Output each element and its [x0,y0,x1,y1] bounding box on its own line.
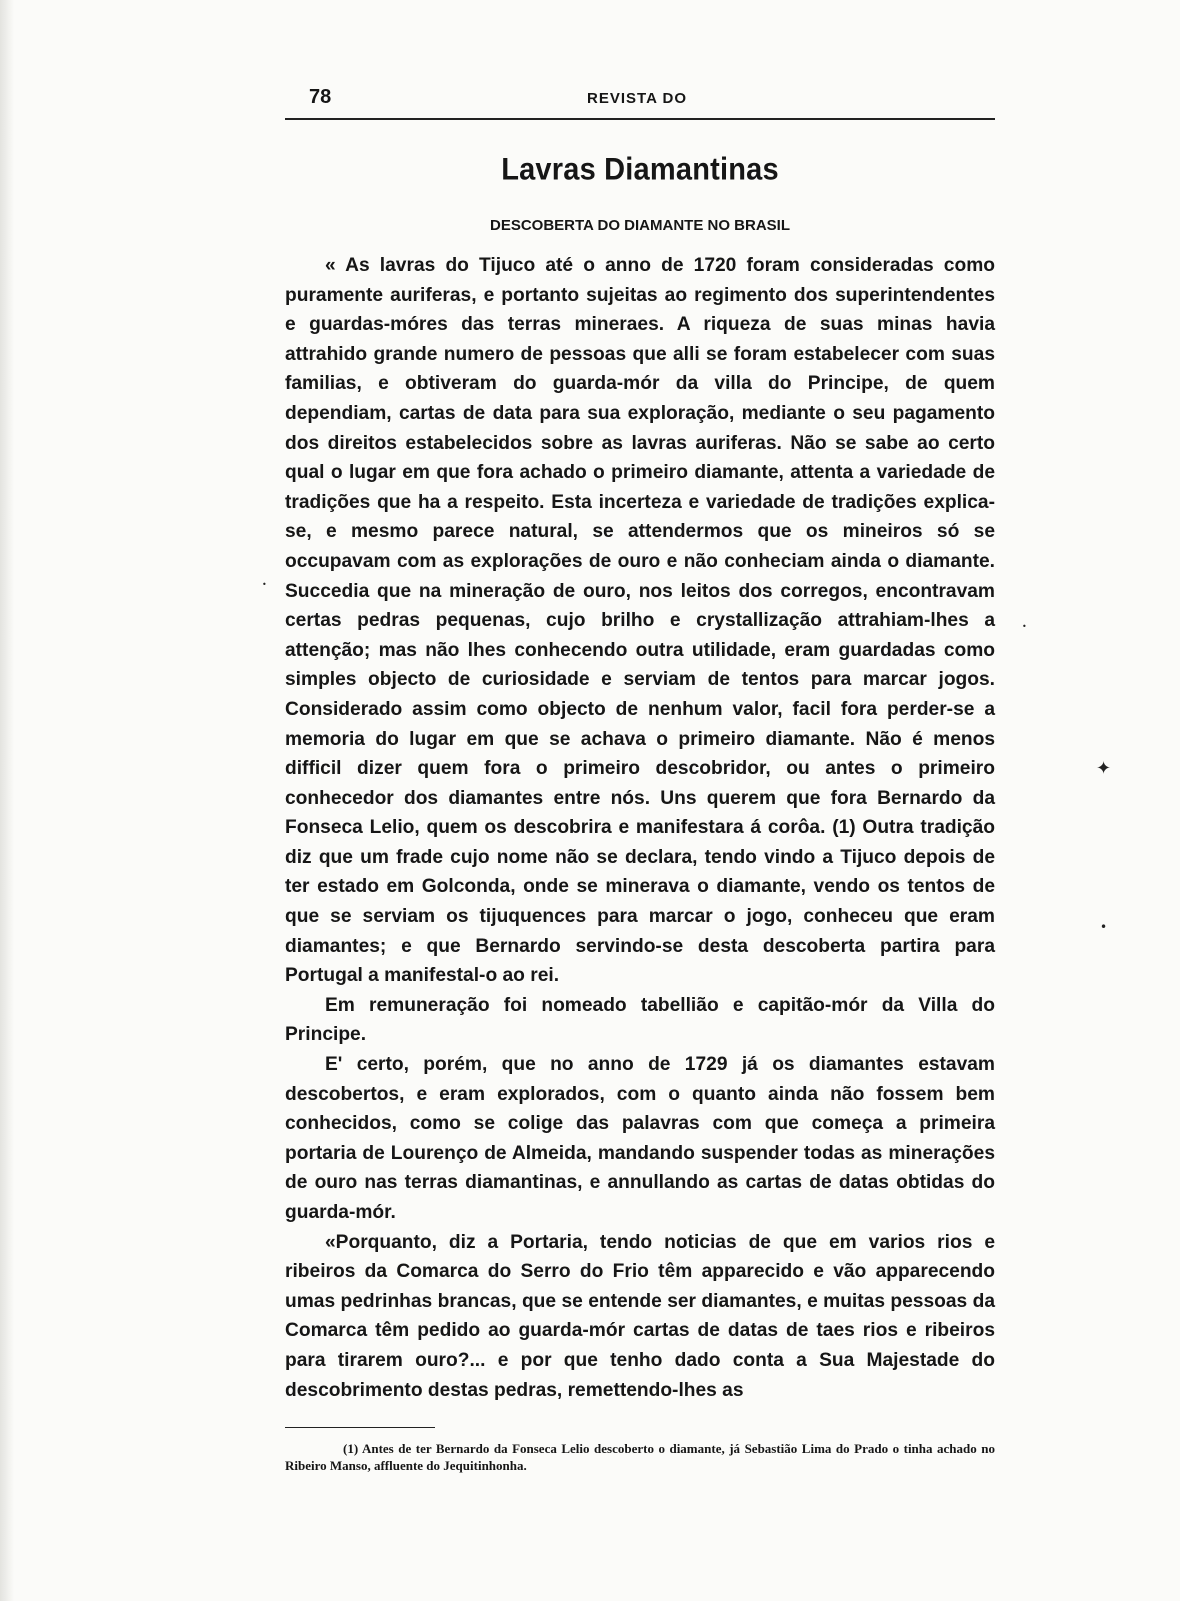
article-subtitle: DESCOBERTA DO DIAMANTE NO BRASIL [490,217,790,234]
page-edge-shadow [0,0,14,1601]
margin-speck-icon: • [1100,920,1108,934]
body-paragraph: « As lavras do Tijuco até o anno de 1720 foram consideradas como puramente auriferas, e portanto sujeitas ao regimento dos superintendentes e guardas-móres das terras mineraes. A riqueza de suas minas havia attrahido grande numero de pessoas que alli se foram estabelecer com suas familias, e obtiveram do guarda-mór da villa do Principe, de quem dependiam, cartas de data para sua exploração, mediante o seu pagamento dos direitos estabelecidos sobre as lavras auriferas. Não se sabe ao certo qual o lugar em que fora achado o primeiro diamante, attenta a variedade de tradições que ha a respeito. Esta incerteza e variedade de tradições explica-se, e mesmo parece natural, se attendermos que os mineiros só se occupavam com as explorações de ouro e não conheciam ainda o diamante. Succedia que na mineração de ouro, nos leitos dos corregos, encontravam certas pedras pequenas, cujo brilho e crystallização attrahiam-lhes a attenção; mas não lhes conhecendo outra utilidade, eram guardadas como simples objecto de curiosidade e serviam de tentos para marcar jogos. Considerado assim como objecto de nenhum valor, facil fora perder-se a memoria do lugar em que se achava o primeiro diamante. Não é menos difficil dizer quem fora o primeiro descobridor, ou antes o primeiro conhecedor dos diamantes entre nós. Uns querem que fora Bernardo da Fonseca Lelio, quem os descobrira e manifestara á corôa. (1) Outra tradição diz que um frade cujo nome não se declara, tendo vindo a Tijuco depois de ter estado em Golconda, onde se minerava o diamante, vendo os tentos de que se serviam os tijuquences para marcar o jogo, conheceu que eram diamantes; e que Bernardo servindo-se desta descoberta partira para Portugal a manifestal-o ao rei. [285,255,995,987]
page-number: 78 [309,86,332,108]
footnote: (1) Antes de ter Bernardo da Fonseca Lelio descoberto o diamante, já Sebastião Lima do Prado o tinha achado no Ribeiro Manso, affluente do Jequitinhonha. [285,1441,995,1474]
document-page [285,84,995,1474]
body-paragraph: Em remuneração foi nomeado tabellião e capitão-mór da Villa do Principe. [285,994,995,1046]
body-paragraph: «Porquanto, diz a Portaria, tendo noticias de que em varios rios e ribeiros da Comarca do Serro do Frio têm apparecido e vão apparecendo umas pedrinhas brancas, que se entende ser diamantes, e muitas pessoas da Comarca têm pedido ao guarda-mór cartas de datas de taes rios e ribeiros para tirarem ouro?... e por que tenho dado conta a Sua Majestade do descobrimento destas pedras, remettendo-lhes as [285,1231,995,1401]
header-rule [285,118,995,120]
running-title: REVISTA DO [587,90,688,107]
margin-speck-icon: ✦ [1096,758,1112,779]
running-header [285,84,995,118]
body-paragraph: E' certo, porém, que no anno de 1729 já os diamantes estavam descobertos, e eram explorados, com o quanto ainda não fossem bem conhecidos, como se colige das palavras com que começa a primeira portaria de Lourenço de Almeida, mandando suspender todas as minerações de ouro nas terras diamantinas, e annullando as cartas de datas obtidas do guarda-mór. [285,1054,995,1223]
margin-speck-icon: • [1022,622,1027,631]
article-title: Lavras Diamantinas [501,152,779,188]
margin-speck-icon: • [262,580,267,589]
article-body [285,251,995,1405]
footnote-rule [285,1427,435,1428]
